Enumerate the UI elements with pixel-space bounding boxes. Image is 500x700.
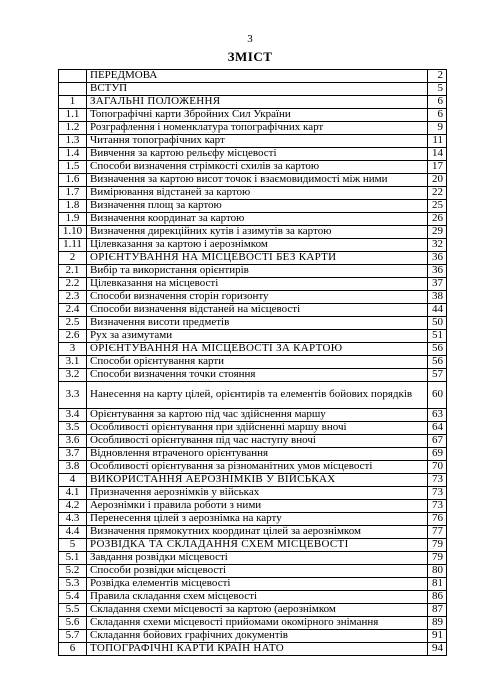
toc-page-number: 29 (428, 226, 447, 239)
toc-row (59, 643, 447, 656)
toc-row (59, 526, 447, 539)
toc-row (59, 539, 447, 552)
toc-number: 2.6 (59, 330, 87, 343)
toc-entry-title: Особливості орієнтування під час наступу вночі (87, 435, 428, 448)
toc-row (59, 70, 447, 83)
toc-entry-title: Відновлення втраченого орієнтування (87, 448, 428, 461)
toc-page-number: 73 (428, 474, 447, 487)
toc-row (59, 552, 447, 565)
toc-entry-title: Призначення аерознімків у військах (87, 487, 428, 500)
toc-entry-title: Розвідка елементів місцевості (87, 578, 428, 591)
toc-entry-title: Особливості орієнтування при здійсненні маршу вночі (87, 422, 428, 435)
toc-number: 3.7 (59, 448, 87, 461)
toc-page-number: 70 (428, 461, 447, 474)
toc-row (59, 630, 447, 643)
toc-number: 5.4 (59, 591, 87, 604)
toc-entry-title: Цілевказання на місцевості (87, 278, 428, 291)
toc-entry-title: ОРІЄНТУВАННЯ НА МІСЦЕВОСТІ ЗА КАРТОЮ (87, 343, 428, 356)
toc-row (59, 109, 447, 122)
toc-row (59, 382, 447, 409)
toc-entry-title: Визначення координат за картою (87, 213, 428, 226)
toc-number: 6 (59, 643, 87, 656)
toc-number: 2.1 (59, 265, 87, 278)
toc-row (59, 174, 447, 187)
toc-number: 3.6 (59, 435, 87, 448)
toc-page-number: 60 (428, 382, 447, 409)
toc-page-number: 80 (428, 565, 447, 578)
toc-number: 3.5 (59, 422, 87, 435)
toc-row (59, 122, 447, 135)
toc-row (59, 487, 447, 500)
toc-number: 5.6 (59, 617, 87, 630)
toc-entry-title: Нанесення на карту цілей, орієнтирів та елементів бойових порядків (87, 382, 428, 409)
toc-entry-title: ВИКОРИСТАННЯ АЕРОЗНІМКІВ У ВІЙСЬКАХ (87, 474, 428, 487)
toc-number: 1.7 (59, 187, 87, 200)
toc-row (59, 239, 447, 252)
toc-entry-title: ЗАГАЛЬНІ ПОЛОЖЕННЯ (87, 96, 428, 109)
toc-row (59, 148, 447, 161)
toc-number: 2.2 (59, 278, 87, 291)
toc-number: 4 (59, 474, 87, 487)
toc-page-number: 11 (428, 135, 447, 148)
toc-entry-title: Складання схеми місцевості за картою (аерознімком (87, 604, 428, 617)
toc-page-number: 6 (428, 109, 447, 122)
toc-page-number: 69 (428, 448, 447, 461)
toc-entry-title: РОЗВІДКА ТА СКЛАДАННЯ СХЕМ МІСЦЕВОСТІ (87, 539, 428, 552)
toc-entry-title: Способи розвідки місцевості (87, 565, 428, 578)
toc-number: 3.3 (59, 382, 87, 409)
toc-entry-title: Вимірювання відстаней за картою (87, 187, 428, 200)
toc-row (59, 500, 447, 513)
toc-entry-title: Перенесення цілей з аерознімка на карту (87, 513, 428, 526)
toc-number: 1.5 (59, 161, 87, 174)
page-number: 3 (247, 33, 253, 45)
toc-entry-title: Вивчення за картою рельєфу місцевості (87, 148, 428, 161)
toc-number: 3.8 (59, 461, 87, 474)
toc-number (59, 70, 87, 83)
toc-row (59, 356, 447, 369)
toc-row (59, 604, 447, 617)
toc-number: 1 (59, 96, 87, 109)
toc-row (59, 513, 447, 526)
toc-page-number: 56 (428, 343, 447, 356)
toc-row (59, 565, 447, 578)
toc-entry-title: Визначення дирекційних кутів і азимутів за картою (87, 226, 428, 239)
toc-entry-title: Аерознімки і правила роботи з ними (87, 500, 428, 513)
toc-entry-title: ОРІЄНТУВАННЯ НА МІСЦЕВОСТІ БЕЗ КАРТИ (87, 252, 428, 265)
toc-entry-title: Способи визначення відстаней на місцевості (87, 304, 428, 317)
toc-entry-title: ВСТУП (87, 83, 428, 96)
toc-page-number: 79 (428, 539, 447, 552)
toc-number: 3.2 (59, 369, 87, 382)
toc-page-number: 91 (428, 630, 447, 643)
toc-page-number: 76 (428, 513, 447, 526)
toc-entry-title: Визначення прямокутних координат цілей за аерознімком (87, 526, 428, 539)
toc-row (59, 474, 447, 487)
toc-row (59, 409, 447, 422)
toc-page-number: 57 (428, 369, 447, 382)
toc-row (59, 369, 447, 382)
toc-number: 2.3 (59, 291, 87, 304)
toc-entry-title: Правила складання схем місцевості (87, 591, 428, 604)
toc-row (59, 83, 447, 96)
toc-number: 1.8 (59, 200, 87, 213)
toc-page-number: 79 (428, 552, 447, 565)
toc-entry-title: Визначення висоти предметів (87, 317, 428, 330)
toc-number: 2.5 (59, 317, 87, 330)
toc-page-number: 9 (428, 122, 447, 135)
toc-row (59, 96, 447, 109)
toc-page-number: 51 (428, 330, 447, 343)
toc-table (58, 69, 447, 656)
toc-number: 3.4 (59, 409, 87, 422)
toc-row (59, 304, 447, 317)
toc-page-number: 32 (428, 239, 447, 252)
toc-entry-title: Способи визначення сторін горизонту (87, 291, 428, 304)
toc-entry-title: Розграфлення і номенклатура топографічних карт (87, 122, 428, 135)
toc-number: 4.2 (59, 500, 87, 513)
toc-number: 5.2 (59, 565, 87, 578)
toc-page-number: 36 (428, 252, 447, 265)
toc-page-number: 44 (428, 304, 447, 317)
toc-number: 3 (59, 343, 87, 356)
toc-row (59, 265, 447, 278)
toc-page-number: 17 (428, 161, 447, 174)
toc-row (59, 448, 447, 461)
toc-page-number: 37 (428, 278, 447, 291)
toc-row (59, 343, 447, 356)
toc-page-number: 25 (428, 200, 447, 213)
toc-page-number: 63 (428, 409, 447, 422)
toc-entry-title: Способи визначення точки стояння (87, 369, 428, 382)
toc-page-number: 26 (428, 213, 447, 226)
toc-number: 1.11 (59, 239, 87, 252)
toc-entry-title: Способи визначення стрімкості схилів за картою (87, 161, 428, 174)
toc-page-number: 20 (428, 174, 447, 187)
toc-page-number: 94 (428, 643, 447, 656)
toc-page-number: 86 (428, 591, 447, 604)
toc-entry-title: Читання топографічних карт (87, 135, 428, 148)
toc-entry-title: Складання схеми місцевості прийомами окомірного знімання (87, 617, 428, 630)
toc-number: 1.2 (59, 122, 87, 135)
toc-page-number: 64 (428, 422, 447, 435)
toc-page-number: 87 (428, 604, 447, 617)
toc-number: 5.3 (59, 578, 87, 591)
toc-entry-title: Складання бойових графічних документів (87, 630, 428, 643)
toc-page-number: 73 (428, 500, 447, 513)
toc-row (59, 591, 447, 604)
toc-page-number: 2 (428, 70, 447, 83)
toc-row (59, 317, 447, 330)
toc-entry-title: ПЕРЕДМОВА (87, 70, 428, 83)
toc-entry-title: Особливості орієнтування за різноманітних умов місцевості (87, 461, 428, 474)
toc-entry-title: Визначення площ за картою (87, 200, 428, 213)
toc-row (59, 422, 447, 435)
toc-entry-title: ТОПОГРАФІЧНІ КАРТИ КРАЇН НАТО (87, 643, 428, 656)
toc-entry-title: Вибір та використання орієнтирів (87, 265, 428, 278)
toc-row (59, 161, 447, 174)
toc-number: 5.1 (59, 552, 87, 565)
toc-page-number: 5 (428, 83, 447, 96)
toc-number: 4.4 (59, 526, 87, 539)
toc-entry-title: Орієнтування за картою під час здійснення маршу (87, 409, 428, 422)
toc-row (59, 213, 447, 226)
toc-row (59, 330, 447, 343)
toc-number: 1.3 (59, 135, 87, 148)
toc-number: 1.9 (59, 213, 87, 226)
toc-entry-title: Завдання розвідки місцевості (87, 552, 428, 565)
toc-page-number: 50 (428, 317, 447, 330)
toc-number: 5.5 (59, 604, 87, 617)
toc-row (59, 252, 447, 265)
toc-page-number: 73 (428, 487, 447, 500)
toc-number (59, 83, 87, 96)
toc-body (59, 70, 447, 656)
toc-number: 5.7 (59, 630, 87, 643)
toc-page-number: 36 (428, 265, 447, 278)
toc-row (59, 461, 447, 474)
toc-page-number: 38 (428, 291, 447, 304)
toc-entry-title: Визначення за картою висот точок і взаємовидимості між ними (87, 174, 428, 187)
toc-entry-title: Рух за азимутами (87, 330, 428, 343)
toc-number: 4.3 (59, 513, 87, 526)
toc-number: 1.1 (59, 109, 87, 122)
toc-number: 2.4 (59, 304, 87, 317)
toc-page-number: 14 (428, 148, 447, 161)
toc-row (59, 578, 447, 591)
toc-row (59, 291, 447, 304)
toc-number: 1.10 (59, 226, 87, 239)
toc-row (59, 617, 447, 630)
toc-row (59, 187, 447, 200)
toc-row (59, 135, 447, 148)
toc-page-number: 6 (428, 96, 447, 109)
toc-page-number: 67 (428, 435, 447, 448)
toc-page-number: 22 (428, 187, 447, 200)
toc-page-number: 89 (428, 617, 447, 630)
toc-row (59, 226, 447, 239)
toc-number: 4.1 (59, 487, 87, 500)
toc-number: 1.4 (59, 148, 87, 161)
toc-page-number: 81 (428, 578, 447, 591)
toc-title: ЗМІСТ (227, 49, 273, 64)
toc-entry-title: Цілевказання за картою і аерознімком (87, 239, 428, 252)
toc-row (59, 278, 447, 291)
toc-number: 1.6 (59, 174, 87, 187)
toc-page-number: 77 (428, 526, 447, 539)
toc-entry-title: Топографічні карти Збройних Сил України (87, 109, 428, 122)
toc-number: 5 (59, 539, 87, 552)
toc-number: 3.1 (59, 356, 87, 369)
toc-row (59, 200, 447, 213)
toc-page-number: 56 (428, 356, 447, 369)
toc-number: 2 (59, 252, 87, 265)
toc-entry-title: Способи орієнтування карти (87, 356, 428, 369)
toc-row (59, 435, 447, 448)
